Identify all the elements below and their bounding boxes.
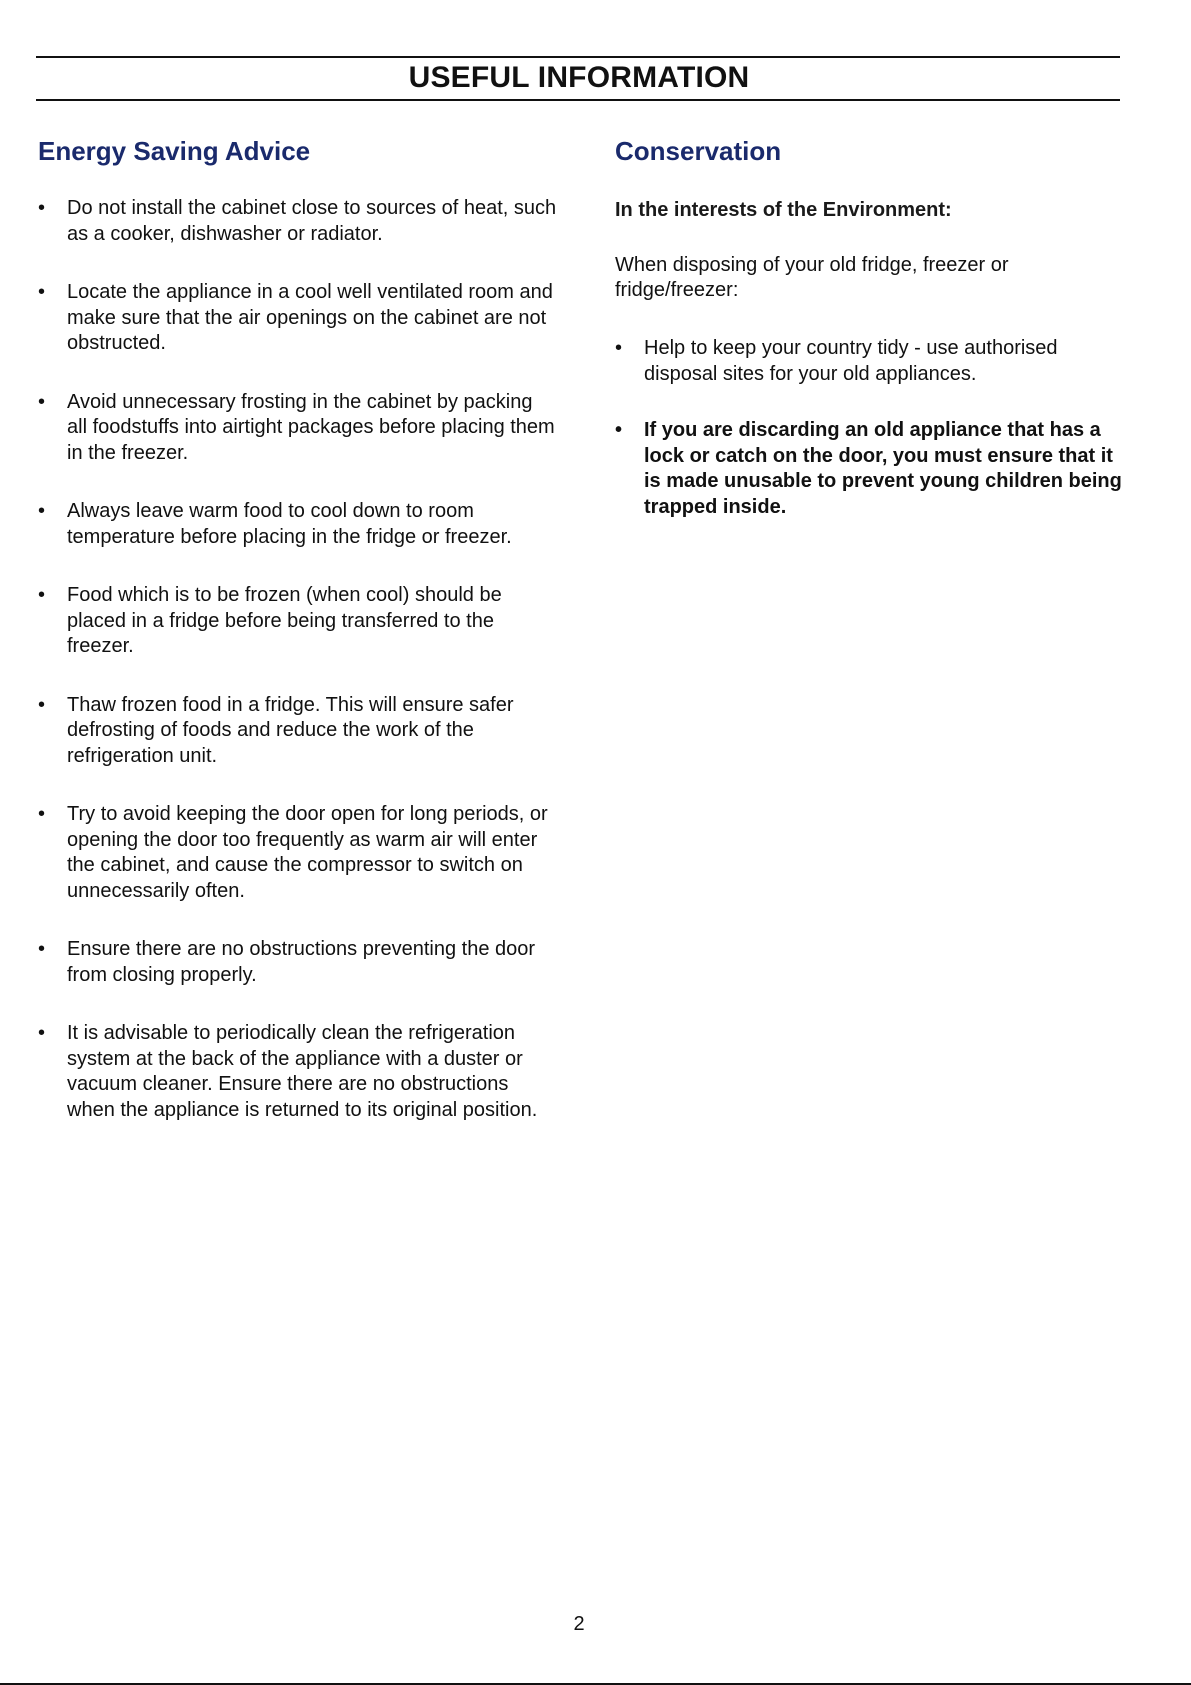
- bullet-icon: •: [38, 584, 46, 606]
- bullet-icon: •: [615, 337, 623, 359]
- bullet-icon: •: [38, 197, 46, 219]
- bullet-icon: •: [38, 390, 46, 413]
- list-item-text: Avoid unnecessary frosting in the cabinet by packing all foodstuffs into airtight packages before placing them in the freezer.: [67, 390, 555, 464]
- list-item-text: Try to avoid keeping the door open for long periods, or opening the door too frequently as warm air will enter the cabinet, and cause the compressor to switch on unnecessarily often.: [67, 803, 548, 902]
- list-item: [38, 196, 558, 247]
- bullet-icon: •: [38, 938, 46, 960]
- bullet-icon: •: [38, 500, 46, 522]
- list-item: [38, 693, 558, 770]
- list-item-text: Always leave warm food to cool down to room temperature before placing in the fridge or freezer.: [67, 500, 512, 548]
- energy-saving-section: [38, 134, 558, 1156]
- disposal-intro: When disposing of your old fridge, freezer or fridge/freezer:: [615, 254, 1009, 301]
- list-item: [38, 802, 558, 904]
- conservation-section: [615, 134, 1135, 551]
- page-number: 2: [573, 1613, 585, 1635]
- bullet-icon: •: [38, 693, 46, 716]
- conservation-list: [615, 336, 1135, 520]
- bullet-icon: •: [615, 419, 623, 441]
- list-item-text: Do not install the cabinet close to sources of heat, such as a cooker, dishwasher or radiator.: [67, 197, 557, 245]
- list-item-warning: [615, 418, 1135, 520]
- list-item: [38, 499, 558, 550]
- list-item-text: Help to keep your country tidy - use authorised disposal sites for your old appliances.: [644, 337, 1058, 385]
- environment-subheading: In the interests of the Environment:: [615, 199, 952, 221]
- energy-saving-heading: Energy Saving Advice: [38, 136, 311, 166]
- list-item-text: Locate the appliance in a cool well ventilated room and make sure that the air openings on the cabinet are not obstructed.: [67, 281, 553, 354]
- list-item: [38, 1021, 558, 1123]
- bullet-icon: •: [38, 803, 46, 825]
- page-title: USEFUL INFORMATION: [408, 61, 750, 94]
- bullet-icon: •: [38, 1022, 46, 1044]
- header-rule-bottom: [36, 99, 1120, 101]
- list-item-text: It is advisable to periodically clean the refrigeration system at the back of the appliance with a duster or vacuum cleaner. Ensure there are no obstructions when the appliance is returned to its original position.: [67, 1022, 538, 1121]
- list-item: [615, 336, 1135, 387]
- bullet-icon: •: [38, 281, 46, 303]
- energy-saving-list: [38, 196, 558, 1123]
- list-item-text: Thaw frozen food in a fridge. This will ensure safer defrosting of foods and reduce the work of the refrigeration unit.: [67, 693, 514, 767]
- conservation-heading: Conservation: [615, 136, 782, 166]
- list-item-text: If you are discarding an old appliance that has a lock or catch on the door, you must ensure that it is made unusable to prevent young children being trapped inside.: [644, 419, 1122, 518]
- list-item: [38, 937, 558, 988]
- list-item: [38, 583, 558, 660]
- list-item: [38, 280, 558, 357]
- header-rule-top: [36, 56, 1120, 58]
- list-item-text: Ensure there are no obstructions preventing the door from closing properly.: [67, 938, 536, 986]
- list-item: [38, 390, 558, 467]
- list-item-text: Food which is to be frozen (when cool) should be placed in a fridge before being transferred to the freezer.: [67, 584, 502, 657]
